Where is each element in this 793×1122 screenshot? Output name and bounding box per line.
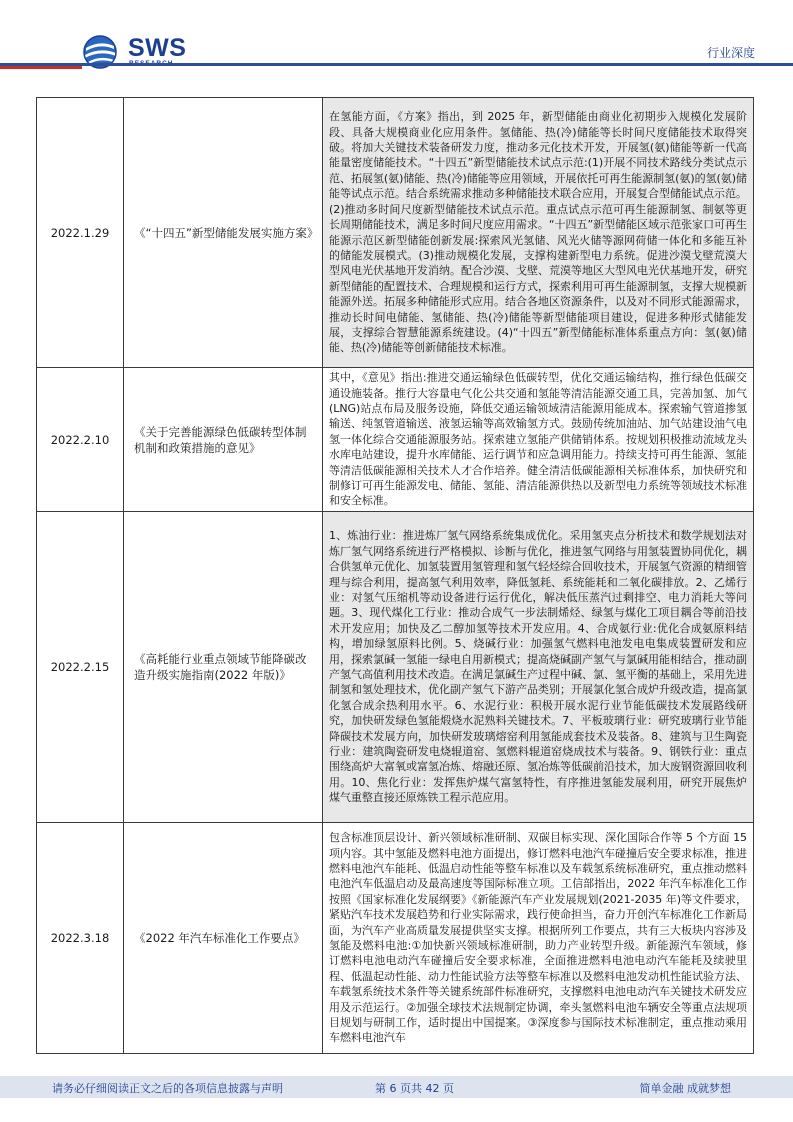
row-date: 2022.3.18 (37, 823, 124, 1054)
logo-wordmark: SWS (128, 34, 187, 62)
table-row (37, 98, 754, 368)
row-content: 1、炼油行业：推进炼厂氢气网络系统集成优化。采用氢夹点分析技术和数学规划法对炼厂氢气网络系统进行严格模拟、诊断与优化，推进氢气网络与用氢装置协同优化，耦合供氢单元优化、加氢装置用氢管理和氢气轻烃综合回收技术，开展氢气资源的精细管理与综合利用，提高氢气利用效率，降低氢耗、系统能耗和二氧化碳排放。2、乙烯行业：对氢气压缩机等动设备进行运行优化，解决低压蒸汽过剩排空、电力消耗大等问题。3、现代煤化工行业：推动合成气一步法制烯烃、绿氢与煤化工项目耦合等前沿技术开发应用；加快及乙二醇加氢等技术开发应用。4、合成氨行业:优化合成氨原料结构，增加绿氢原料比例。5、烧碱行业：加强氢气燃料电池发电电集成装置研发和应用，探索氯碱一氢能一绿电自用新模式；提高烧碱副产氢气与氯碱用能相结合，推动副产氢气高值利用技术改造。在满足氯碱生产过程中碱、氯、氢平衡的基础上，采用先进制氢和氢处理技术，优化副产氢气下游产品类别；开展氯化氢合成炉升级改造，提高氯化氢合成余热利用水平。6、水泥行业：积极开展水泥行业节能低碳技术发展路线研究，加快研发绿色氢能煅烧水泥熟料关键技术。7、平板玻璃行业：研究玻璃行业节能降碳技术发展方向，加快研发玻璃熔窑利用氢能成套技术及装备。8、建筑与卫生陶瓷行业：建筑陶瓷研发电烧辊道窑、氢燃料辊道窑烧成技术与装备。9、钢铁行业：重点围绕高炉大富氧或富氢冶炼、熔融还原、氢冶炼等低碳前沿技术，加大废钢资源回收利用。10、焦化行业：发挥焦炉煤气富氢特性，有序推进氢能发展利用，研究开展焦炉煤气重整直接还原炼铁工程示范应用。 (323, 512, 754, 823)
page-footer (0, 1076, 793, 1098)
row-date: 2022.2.15 (37, 512, 124, 823)
page-number: 第 6 页共 42 页 (375, 1082, 454, 1095)
table-row (37, 368, 754, 512)
header-divider (0, 63, 793, 66)
footer-slogan: 简单金融 成就梦想 (639, 1082, 731, 1095)
row-content: 包含标准顶层设计、新兴领域标准研制、双碳目标实现、深化国际合作等 5 个方面 15 项内容。其中氢能及燃料电池方面提出，修订燃料电池汽车碰撞后安全要求标准，推进燃料电池汽车能耗、低温启动性能等整车标准以及车载氢系统标准研究，重点推动燃料电池汽车低温启动及最高速度等国际标准立项。工信部指出，2022 年汽车标准化工作按照《国家标准化发展纲要》《新能源汽车产业发展规划(2021-2035 年)等文件要求，紧贴汽车技术发展趋势和行业实际需求，践行使命担当，奋力开创汽车标准化工作新局面，为汽车产业高质量发展提供坚实支撑。根据所列工作要点，共有三大板块内容涉及氢能及燃料电池:①加快新兴领域标准研制，助力产业转型升级。新能源汽车领域，修订燃料电池电动汽车碰撞后安全要求标准，全面推进燃料电池电动汽车能耗及续驶里程、低温起动性能、动力性能试验方法等整车标准以及燃料电池发动机性能试验方法、车载氢系统技术条件等关键系统部件标准研究，支撑燃料电池电动汽车关键技术研发应用及示范运行。②加强全球技术法规制定协调，牵头氢燃料电池车辆安全等重点法规项目规划与研制工作，适时提出中国提案。③深度参与国际技术标准制定，重点推动乘用车燃料电池汽车 (323, 823, 754, 1054)
row-date: 2022.1.29 (37, 98, 124, 368)
table-row (37, 823, 754, 1054)
row-policy-title: 《高耗能行业重点领域节能降碳改造升级实施指南(2022 年版)》 (124, 512, 323, 823)
row-policy-title: 《“十四五”新型储能发展实施方案》 (124, 98, 323, 368)
table-row (37, 512, 754, 823)
page-header (0, 0, 793, 80)
footer-disclaimer: 请务必仔细阅读正文之后的各项信息披露与声明 (52, 1082, 283, 1095)
row-policy-title: 《2022 年汽车标准化工作要点》 (124, 823, 323, 1054)
row-content: 在氢能方面，《方案》指出，到 2025 年，新型储能由商业化初期步入规模化发展阶段、具备大规模商业化应用条件。氢储能、热(冷)储能等长时间尺度储能技术取得突破。将加大关键技术装备研发力度，推动多元化技术开发，开展氢(氨)储能等新一代高能量密度储能技术。“十四五”新型储能技术试点示范:(1)开展不同技术路线分类试点示范、拓展氢(氨)储能、热(冷)储能等应用领域，开展依托可再生能源制氢(氨)的氢(氨)储能等试点示范。结合系统需求推动多种储能技术联合应用，开展复合型储能试点示范。(2)推动多时间尺度新型储能技术试点示范。重点试点示范可再生能源制氢、制氨等更长周期储能技术，满足多时间尺度应用需求。“十四五”新型储能区域示范张家口可再生能源示范区新型储能创新发展:探索风光氢储、风光火储等源网荷储一体化和多能互补的储能发展模式。(3)推动规模化发展，支撑构建新型电力系统。促进沙漠戈壁荒漠大型风电光伏基地开发消纳。配合沙漠、戈壁、荒漠等地区大型风电光伏基地开发，研究新型储能的配置技术、合理规模和运行方式，探索利用可再生能源制氢，支撑大规模新能源外送。拓展多种储能形式应用。结合各地区资源条件，以及对不同形式能源需求，推动长时间电储能、氢储能、热(冷)储能等新型储能项目建设，促进多种形式储能发展，支撑综合智慧能源系统建设。(4)“十四五”新型储能标准体系重点方向：氢(氨)储能、热(冷)储能等创新储能技术标准。 (323, 98, 754, 368)
header-accent-bar (0, 66, 82, 69)
row-policy-title: 《关于完善能源绿色低碳转型体制机制和政策措施的意见》 (124, 368, 323, 512)
policy-table (36, 97, 754, 1054)
row-content: 其中，《意见》指出:推进交通运输绿色低碳转型，优化交通运输结构，推行绿色低碳交通设施装备。推行大容量电气化公共交通和氢能等清洁能源交通工具，完善加氢、加气(LNG)站点布局及服务设施，降低交通运输领域清洁能源用能成本。探索输气管道掺氢输送、纯氢管道输送、液氢运输等高效输氢方式。鼓励传统加油站、加气站建设油气电氢一体化综合交通能源服务站。探索建立氢能产供储销体系。按规划积极推动流域龙头水库电站建设，提升水库储能、运行调节和应急调用能力。持续支持可再生能源、氢能等清洁低碳能源相关技术人才合作培养。健全清洁低碳能源相关标准体系，加快研究和制修订可再生能源发电、储能、氢能、清洁能源供热以及新型电力系统等领域技术标准和安全标准。 (323, 368, 754, 512)
row-date: 2022.2.10 (37, 368, 124, 512)
report-category: 行业深度 (706, 46, 755, 60)
